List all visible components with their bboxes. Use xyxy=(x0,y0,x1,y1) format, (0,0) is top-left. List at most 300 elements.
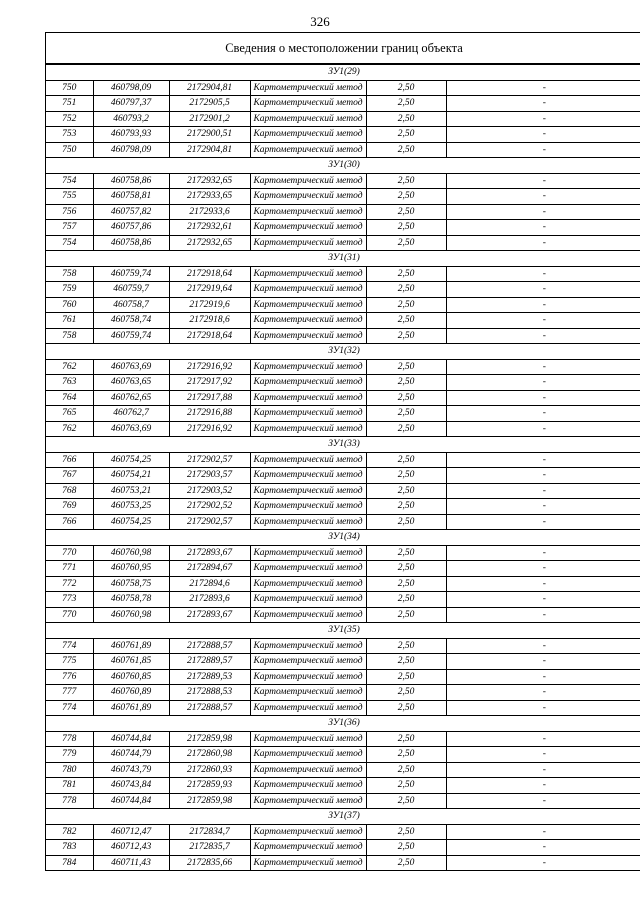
accuracy-cell: 2,50 xyxy=(366,328,446,344)
table-row xyxy=(46,313,640,329)
group-name: ЗУ1(33) xyxy=(46,437,640,453)
table-row xyxy=(46,297,640,313)
description-cell: - xyxy=(446,189,640,205)
accuracy-cell: 2,50 xyxy=(366,127,446,143)
point-number-cell: 751 xyxy=(46,96,93,112)
accuracy-cell: 2,50 xyxy=(366,700,446,716)
y-coordinate-cell: 2172894,6 xyxy=(169,576,250,592)
x-coordinate-cell: 460758,75 xyxy=(93,576,169,592)
method-cell: Картометрический метод xyxy=(250,204,366,220)
point-number-cell: 780 xyxy=(46,762,93,778)
y-coordinate-cell: 2172834,7 xyxy=(169,824,250,840)
accuracy-cell: 2,50 xyxy=(366,638,446,654)
method-cell: Картометрический метод xyxy=(250,855,366,871)
table-row xyxy=(46,220,640,236)
accuracy-cell: 2,50 xyxy=(366,561,446,577)
y-coordinate-cell: 2172888,57 xyxy=(169,638,250,654)
y-coordinate-cell: 2172904,81 xyxy=(169,80,250,96)
accuracy-cell: 2,50 xyxy=(366,96,446,112)
point-number-cell: 754 xyxy=(46,235,93,251)
x-coordinate-cell: 460763,69 xyxy=(93,421,169,437)
accuracy-cell: 2,50 xyxy=(366,452,446,468)
description-cell: - xyxy=(446,840,640,856)
group-header-row xyxy=(46,437,640,453)
method-cell: Картометрический метод xyxy=(250,499,366,515)
description-cell: - xyxy=(446,375,640,391)
method-cell: Картометрический метод xyxy=(250,669,366,685)
y-coordinate-cell: 2172835,7 xyxy=(169,840,250,856)
x-coordinate-cell: 460763,69 xyxy=(93,359,169,375)
group-name: ЗУ1(36) xyxy=(46,716,640,732)
group-header-row xyxy=(46,65,640,81)
description-cell: - xyxy=(446,685,640,701)
point-number-cell: 770 xyxy=(46,545,93,561)
x-coordinate-cell: 460711,43 xyxy=(93,855,169,871)
table-row xyxy=(46,142,640,158)
description-cell: - xyxy=(446,111,640,127)
y-coordinate-cell: 2172859,93 xyxy=(169,778,250,794)
point-number-cell: 774 xyxy=(46,700,93,716)
accuracy-cell: 2,50 xyxy=(366,421,446,437)
y-coordinate-cell: 2172860,98 xyxy=(169,747,250,763)
table-row xyxy=(46,778,640,794)
point-number-cell: 777 xyxy=(46,685,93,701)
group-name: ЗУ1(31) xyxy=(46,251,640,267)
accuracy-cell: 2,50 xyxy=(366,685,446,701)
method-cell: Картометрический метод xyxy=(250,514,366,530)
point-number-cell: 769 xyxy=(46,499,93,515)
description-cell: - xyxy=(446,483,640,499)
description-cell: - xyxy=(446,390,640,406)
method-cell: Картометрический метод xyxy=(250,576,366,592)
method-cell: Картометрический метод xyxy=(250,747,366,763)
table-row xyxy=(46,514,640,530)
description-cell: - xyxy=(446,204,640,220)
description-cell: - xyxy=(446,793,640,809)
x-coordinate-cell: 460758,74 xyxy=(93,313,169,329)
description-cell: - xyxy=(446,421,640,437)
accuracy-cell: 2,50 xyxy=(366,576,446,592)
description-cell: - xyxy=(446,468,640,484)
point-number-cell: 758 xyxy=(46,266,93,282)
description-cell: - xyxy=(446,452,640,468)
description-cell: - xyxy=(446,669,640,685)
x-coordinate-cell: 460798,09 xyxy=(93,80,169,96)
method-cell: Картометрический метод xyxy=(250,173,366,189)
point-number-cell: 764 xyxy=(46,390,93,406)
x-coordinate-cell: 460754,25 xyxy=(93,514,169,530)
point-number-cell: 766 xyxy=(46,452,93,468)
accuracy-cell: 2,50 xyxy=(366,545,446,561)
method-cell: Картометрический метод xyxy=(250,390,366,406)
y-coordinate-cell: 2172901,2 xyxy=(169,111,250,127)
table-row xyxy=(46,204,640,220)
accuracy-cell: 2,50 xyxy=(366,793,446,809)
x-coordinate-cell: 460798,09 xyxy=(93,142,169,158)
table-body xyxy=(46,65,640,871)
point-number-cell: 759 xyxy=(46,282,93,298)
accuracy-cell: 2,50 xyxy=(366,654,446,670)
method-cell: Картометрический метод xyxy=(250,127,366,143)
description-cell: - xyxy=(446,592,640,608)
y-coordinate-cell: 2172916,92 xyxy=(169,359,250,375)
table-row xyxy=(46,638,640,654)
description-cell: - xyxy=(446,762,640,778)
method-cell: Картометрический метод xyxy=(250,468,366,484)
table-row xyxy=(46,545,640,561)
description-cell: - xyxy=(446,127,640,143)
table-row xyxy=(46,840,640,856)
y-coordinate-cell: 2172904,81 xyxy=(169,142,250,158)
point-number-cell: 784 xyxy=(46,855,93,871)
method-cell: Картометрический метод xyxy=(250,313,366,329)
point-number-cell: 770 xyxy=(46,607,93,623)
y-coordinate-cell: 2172902,57 xyxy=(169,452,250,468)
method-cell: Картометрический метод xyxy=(250,824,366,840)
table-row xyxy=(46,669,640,685)
x-coordinate-cell: 460793,93 xyxy=(93,127,169,143)
x-coordinate-cell: 460712,43 xyxy=(93,840,169,856)
group-name: ЗУ1(35) xyxy=(46,623,640,639)
x-coordinate-cell: 460759,74 xyxy=(93,266,169,282)
method-cell: Картометрический метод xyxy=(250,638,366,654)
y-coordinate-cell: 2172893,6 xyxy=(169,592,250,608)
y-coordinate-cell: 2172918,6 xyxy=(169,313,250,329)
point-number-cell: 773 xyxy=(46,592,93,608)
description-cell: - xyxy=(446,96,640,112)
method-cell: Картометрический метод xyxy=(250,545,366,561)
accuracy-cell: 2,50 xyxy=(366,731,446,747)
y-coordinate-cell: 2172902,57 xyxy=(169,514,250,530)
method-cell: Картометрический метод xyxy=(250,406,366,422)
group-header-row xyxy=(46,251,640,267)
table-row xyxy=(46,654,640,670)
table-row xyxy=(46,731,640,747)
table-row xyxy=(46,266,640,282)
method-cell: Картометрический метод xyxy=(250,685,366,701)
y-coordinate-cell: 2172933,65 xyxy=(169,189,250,205)
table-row xyxy=(46,855,640,871)
point-number-cell: 763 xyxy=(46,375,93,391)
table-row xyxy=(46,111,640,127)
description-cell: - xyxy=(446,235,640,251)
x-coordinate-cell: 460759,7 xyxy=(93,282,169,298)
point-number-cell: 753 xyxy=(46,127,93,143)
y-coordinate-cell: 2172918,64 xyxy=(169,266,250,282)
accuracy-cell: 2,50 xyxy=(366,390,446,406)
description-cell: - xyxy=(446,824,640,840)
x-coordinate-cell: 460758,86 xyxy=(93,173,169,189)
x-coordinate-cell: 460760,85 xyxy=(93,669,169,685)
description-cell: - xyxy=(446,499,640,515)
x-coordinate-cell: 460758,78 xyxy=(93,592,169,608)
x-coordinate-cell: 460758,81 xyxy=(93,189,169,205)
point-number-cell: 766 xyxy=(46,514,93,530)
accuracy-cell: 2,50 xyxy=(366,669,446,685)
x-coordinate-cell: 460744,84 xyxy=(93,731,169,747)
coordinates-table xyxy=(46,64,640,871)
method-cell: Картометрический метод xyxy=(250,375,366,391)
table-row xyxy=(46,483,640,499)
group-name: ЗУ1(30) xyxy=(46,158,640,174)
table-row xyxy=(46,561,640,577)
accuracy-cell: 2,50 xyxy=(366,607,446,623)
table-row xyxy=(46,282,640,298)
point-number-cell: 762 xyxy=(46,359,93,375)
description-cell: - xyxy=(446,638,640,654)
accuracy-cell: 2,50 xyxy=(366,840,446,856)
description-cell: - xyxy=(446,514,640,530)
y-coordinate-cell: 2172889,53 xyxy=(169,669,250,685)
method-cell: Картометрический метод xyxy=(250,654,366,670)
method-cell: Картометрический метод xyxy=(250,762,366,778)
y-coordinate-cell: 2172888,57 xyxy=(169,700,250,716)
table-row xyxy=(46,762,640,778)
method-cell: Картометрический метод xyxy=(250,96,366,112)
description-cell: - xyxy=(446,561,640,577)
description-cell: - xyxy=(446,313,640,329)
x-coordinate-cell: 460760,95 xyxy=(93,561,169,577)
x-coordinate-cell: 460744,79 xyxy=(93,747,169,763)
accuracy-cell: 2,50 xyxy=(366,173,446,189)
point-number-cell: 750 xyxy=(46,142,93,158)
accuracy-cell: 2,50 xyxy=(366,80,446,96)
point-number-cell: 768 xyxy=(46,483,93,499)
x-coordinate-cell: 460753,25 xyxy=(93,499,169,515)
accuracy-cell: 2,50 xyxy=(366,406,446,422)
point-number-cell: 774 xyxy=(46,638,93,654)
group-header-row xyxy=(46,344,640,360)
point-number-cell: 756 xyxy=(46,204,93,220)
point-number-cell: 761 xyxy=(46,313,93,329)
description-cell: - xyxy=(446,142,640,158)
point-number-cell: 781 xyxy=(46,778,93,794)
point-number-cell: 750 xyxy=(46,80,93,96)
y-coordinate-cell: 2172932,65 xyxy=(169,235,250,251)
y-coordinate-cell: 2172903,52 xyxy=(169,483,250,499)
y-coordinate-cell: 2172932,65 xyxy=(169,173,250,189)
group-header-row xyxy=(46,158,640,174)
y-coordinate-cell: 2172933,6 xyxy=(169,204,250,220)
y-coordinate-cell: 2172918,64 xyxy=(169,328,250,344)
x-coordinate-cell: 460744,84 xyxy=(93,793,169,809)
accuracy-cell: 2,50 xyxy=(366,514,446,530)
point-number-cell: 758 xyxy=(46,328,93,344)
description-cell: - xyxy=(446,359,640,375)
y-coordinate-cell: 2172916,92 xyxy=(169,421,250,437)
method-cell: Картометрический метод xyxy=(250,80,366,96)
x-coordinate-cell: 460760,98 xyxy=(93,607,169,623)
x-coordinate-cell: 460763,65 xyxy=(93,375,169,391)
table-row xyxy=(46,189,640,205)
accuracy-cell: 2,50 xyxy=(366,142,446,158)
x-coordinate-cell: 460760,89 xyxy=(93,685,169,701)
method-cell: Картометрический метод xyxy=(250,778,366,794)
accuracy-cell: 2,50 xyxy=(366,235,446,251)
y-coordinate-cell: 2172900,51 xyxy=(169,127,250,143)
description-cell: - xyxy=(446,220,640,236)
accuracy-cell: 2,50 xyxy=(366,204,446,220)
method-cell: Картометрический метод xyxy=(250,328,366,344)
method-cell: Картометрический метод xyxy=(250,452,366,468)
point-number-cell: 776 xyxy=(46,669,93,685)
table-row xyxy=(46,592,640,608)
point-number-cell: 755 xyxy=(46,189,93,205)
method-cell: Картометрический метод xyxy=(250,266,366,282)
point-number-cell: 775 xyxy=(46,654,93,670)
accuracy-cell: 2,50 xyxy=(366,468,446,484)
y-coordinate-cell: 2172893,67 xyxy=(169,607,250,623)
boundaries-table-frame xyxy=(45,32,640,871)
description-cell: - xyxy=(446,297,640,313)
method-cell: Картометрический метод xyxy=(250,483,366,499)
table-row xyxy=(46,359,640,375)
method-cell: Картометрический метод xyxy=(250,359,366,375)
accuracy-cell: 2,50 xyxy=(366,189,446,205)
group-header-row xyxy=(46,716,640,732)
y-coordinate-cell: 2172835,66 xyxy=(169,855,250,871)
point-number-cell: 779 xyxy=(46,747,93,763)
method-cell: Картометрический метод xyxy=(250,235,366,251)
x-coordinate-cell: 460754,25 xyxy=(93,452,169,468)
method-cell: Картометрический метод xyxy=(250,421,366,437)
method-cell: Картометрический метод xyxy=(250,592,366,608)
accuracy-cell: 2,50 xyxy=(366,855,446,871)
y-coordinate-cell: 2172902,52 xyxy=(169,499,250,515)
x-coordinate-cell: 460743,79 xyxy=(93,762,169,778)
group-header-row xyxy=(46,623,640,639)
description-cell: - xyxy=(446,545,640,561)
y-coordinate-cell: 2172859,98 xyxy=(169,731,250,747)
table-row xyxy=(46,793,640,809)
description-cell: - xyxy=(446,607,640,623)
group-name: ЗУ1(37) xyxy=(46,809,640,825)
table-row xyxy=(46,406,640,422)
group-name: ЗУ1(29) xyxy=(46,65,640,81)
y-coordinate-cell: 2172889,57 xyxy=(169,654,250,670)
description-cell: - xyxy=(446,855,640,871)
y-coordinate-cell: 2172894,67 xyxy=(169,561,250,577)
y-coordinate-cell: 2172859,98 xyxy=(169,793,250,809)
table-row xyxy=(46,499,640,515)
x-coordinate-cell: 460753,21 xyxy=(93,483,169,499)
method-cell: Картометрический метод xyxy=(250,142,366,158)
method-cell: Картометрический метод xyxy=(250,297,366,313)
table-row xyxy=(46,390,640,406)
method-cell: Картометрический метод xyxy=(250,189,366,205)
y-coordinate-cell: 2172932,61 xyxy=(169,220,250,236)
x-coordinate-cell: 460743,84 xyxy=(93,778,169,794)
point-number-cell: 752 xyxy=(46,111,93,127)
accuracy-cell: 2,50 xyxy=(366,313,446,329)
table-row xyxy=(46,685,640,701)
x-coordinate-cell: 460757,86 xyxy=(93,220,169,236)
point-number-cell: 782 xyxy=(46,824,93,840)
method-cell: Картометрический метод xyxy=(250,731,366,747)
y-coordinate-cell: 2172905,5 xyxy=(169,96,250,112)
accuracy-cell: 2,50 xyxy=(366,747,446,763)
method-cell: Картометрический метод xyxy=(250,111,366,127)
point-number-cell: 762 xyxy=(46,421,93,437)
y-coordinate-cell: 2172860,93 xyxy=(169,762,250,778)
accuracy-cell: 2,50 xyxy=(366,483,446,499)
method-cell: Картометрический метод xyxy=(250,607,366,623)
table-row xyxy=(46,700,640,716)
y-coordinate-cell: 2172917,88 xyxy=(169,390,250,406)
x-coordinate-cell: 460754,21 xyxy=(93,468,169,484)
table-row xyxy=(46,235,640,251)
x-coordinate-cell: 460712,47 xyxy=(93,824,169,840)
table-row xyxy=(46,607,640,623)
group-name: ЗУ1(32) xyxy=(46,344,640,360)
description-cell: - xyxy=(446,747,640,763)
accuracy-cell: 2,50 xyxy=(366,111,446,127)
x-coordinate-cell: 460793,2 xyxy=(93,111,169,127)
accuracy-cell: 2,50 xyxy=(366,762,446,778)
method-cell: Картометрический метод xyxy=(250,220,366,236)
group-name: ЗУ1(34) xyxy=(46,530,640,546)
table-row xyxy=(46,468,640,484)
x-coordinate-cell: 460758,86 xyxy=(93,235,169,251)
group-header-row xyxy=(46,809,640,825)
point-number-cell: 778 xyxy=(46,793,93,809)
page-number: 326 xyxy=(310,14,330,29)
table-title: Сведения о местоположении границ объекта xyxy=(46,32,640,64)
x-coordinate-cell: 460761,85 xyxy=(93,654,169,670)
group-header-row xyxy=(46,530,640,546)
description-cell: - xyxy=(446,731,640,747)
description-cell: - xyxy=(446,328,640,344)
x-coordinate-cell: 460762,65 xyxy=(93,390,169,406)
x-coordinate-cell: 460757,82 xyxy=(93,204,169,220)
table-row xyxy=(46,452,640,468)
method-cell: Картометрический метод xyxy=(250,282,366,298)
point-number-cell: 757 xyxy=(46,220,93,236)
x-coordinate-cell: 460762,7 xyxy=(93,406,169,422)
description-cell: - xyxy=(446,282,640,298)
table-row xyxy=(46,747,640,763)
point-number-cell: 765 xyxy=(46,406,93,422)
y-coordinate-cell: 2172903,57 xyxy=(169,468,250,484)
method-cell: Картометрический метод xyxy=(250,793,366,809)
accuracy-cell: 2,50 xyxy=(366,359,446,375)
point-number-cell: 772 xyxy=(46,576,93,592)
point-number-cell: 778 xyxy=(46,731,93,747)
description-cell: - xyxy=(446,654,640,670)
table-row xyxy=(46,421,640,437)
point-number-cell: 783 xyxy=(46,840,93,856)
table-row xyxy=(46,824,640,840)
x-coordinate-cell: 460760,98 xyxy=(93,545,169,561)
accuracy-cell: 2,50 xyxy=(366,499,446,515)
table-row xyxy=(46,80,640,96)
y-coordinate-cell: 2172888,53 xyxy=(169,685,250,701)
x-coordinate-cell: 460758,7 xyxy=(93,297,169,313)
table-row xyxy=(46,173,640,189)
table-row xyxy=(46,127,640,143)
point-number-cell: 767 xyxy=(46,468,93,484)
table-row xyxy=(46,96,640,112)
method-cell: Картометрический метод xyxy=(250,840,366,856)
description-cell: - xyxy=(446,406,640,422)
x-coordinate-cell: 460761,89 xyxy=(93,700,169,716)
table-row xyxy=(46,328,640,344)
point-number-cell: 771 xyxy=(46,561,93,577)
method-cell: Картометрический метод xyxy=(250,561,366,577)
x-coordinate-cell: 460759,74 xyxy=(93,328,169,344)
y-coordinate-cell: 2172917,92 xyxy=(169,375,250,391)
table-row xyxy=(46,576,640,592)
